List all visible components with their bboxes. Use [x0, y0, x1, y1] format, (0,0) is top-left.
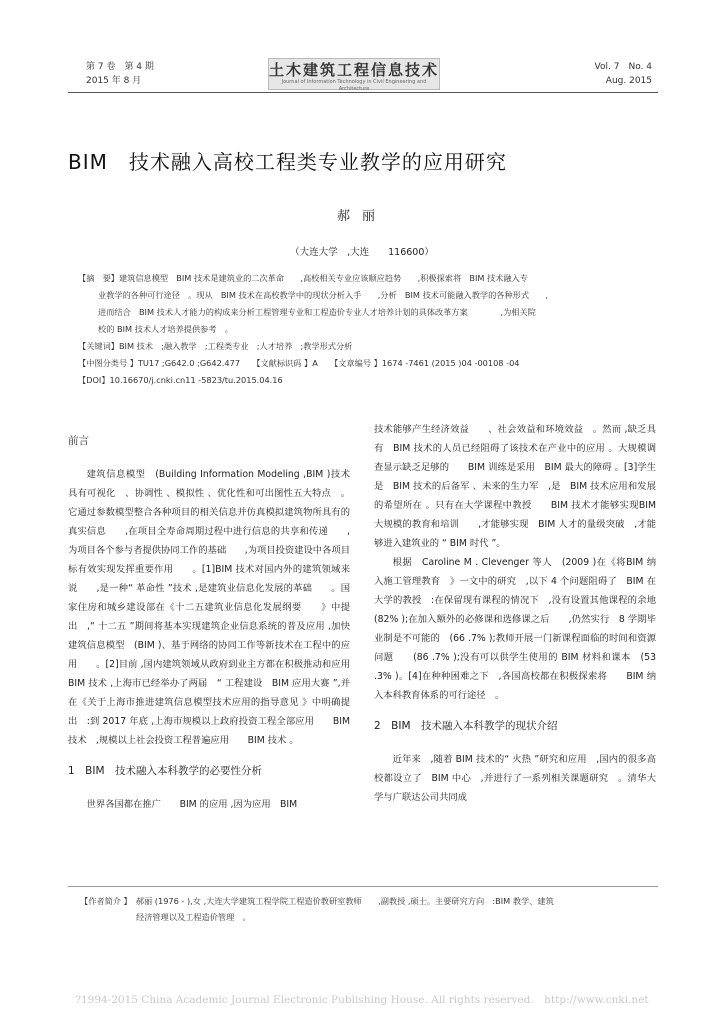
journal-title-cn: 土木建筑工程信息技术: [269, 61, 440, 79]
body-paragraph: 建筑信息模型 (Building Information Modeling ,BIM )技术具有可视化 、协调性 、模拟性 、优化性和可出图性五大特点 。它通过参数模型整合各种项目的相关信息并仿真模拟建筑物所具有的真实信息 ,在项目全寿命周期过程中进行信息的共享和传递 ,为项目各个参与者提供协同工作的基础 ,为项目投资建设中各项目标有效实现发挥重要作用 。[1]BIM 技术对国内外的建筑领域来说 ,是一种“ 革命性 ”技术 ,是建筑业信息化发展的革础 。国家住房和城乡建设部在《十二五建筑业信息化发展纲要 》中提出 ,“ 十二五 ”期间将基本实现建筑企业信息系统的普及应用 ,加快建筑信息模型 (BIM )、基于网络的协同工作等新技术在工程中的应用 。[2]目前 ,国内建筑领域从政府到业主方都在积极推动和应用 BIM 技术 ,上海市已经举办了两届 “ 工程建设 BIM 应用大赛 ”,并在《关于上海市推进建筑信息模型技术应用的指导意见 》中明确提出 :到 2017 年底 ,上海市规模以上政府投资工程全部应用 BIM 技术 ,规模以上社会投资工程普遍应用 BIM 技术 。: [68, 469, 369, 746]
section-heading: 前言: [68, 435, 89, 447]
footnote-rule: [68, 886, 658, 887]
abstract-line: 【DOI】10.16670/j.cnki.cn11 -5823/tu.2015.04.16: [78, 375, 283, 385]
paper-title: BIM 技术融入高校工程类专业教学的应用研究: [68, 150, 507, 174]
volume-issue-cn: 第 7 卷 第 4 期: [86, 62, 154, 72]
date-cn: 2015 年 8 月: [86, 76, 142, 86]
watermark: ?1994-2015 China Academic Journal Electronic Publishing House. All rights reserved. http://www.cnki.net: [75, 994, 649, 1006]
abstract-line: 校的 BIM 技术人才培养提供参考 。: [98, 324, 233, 334]
body-paragraph: 技术能够产生经济效益 、社会效益和环境效益 。然而 ,缺乏具有 BIM 技术的人员已经阻碍了该技术在产业中的应用 。大规模调查显示缺乏足够的 BIM 训练是采用 BIM 最大的障碍 。[3]学生是 BIM 技术的后备军 、未来的生力军 ,是 BIM 技术应用和发展的希望所在 。只有在大学课程中教授 BIM 技术才能够实现BIM 大规模的教育和培训 ,才能够实现 BIM 人才的量级突破 ,才能够进入建筑业的 “ BIM 时代 ”。: [374, 424, 656, 549]
affiliation: （大连大学 ,大连 116600）: [290, 247, 434, 258]
section-heading: 2 BIM 技术融入本科教学的现状介绍: [374, 720, 558, 732]
author-note-line: 经济管理以及工程造价管理 。: [136, 912, 251, 922]
abstract-line: 【摘 要】建筑信息模型 BIM 技术是建筑业的二次革命 ,高校相关专业应该顺应趋势 ,积极探索将 BIM 技术融入专: [78, 273, 528, 283]
author-note: [80, 893, 660, 925]
issue-info-cn: [86, 60, 154, 88]
author-note-line: 【作者简介 】 郝丽 (1976 - ),女 ,大连大学建筑工程学院工程造价教研室教师 ,副教授 ,硕士。主要研究方向 :BIM 教学、建筑: [80, 896, 554, 906]
abstract-line: 业教学的各种可行途径 。现从 BIM 技术在高校教学中的现状分析入手 ,分析 BIM 技术可能融入教学的各种形式 ,: [98, 290, 548, 300]
left-column: [68, 420, 369, 814]
date-en: Aug. 2015: [605, 76, 652, 86]
journal-logo: [268, 58, 440, 90]
journal-title-en: Journal of Information Technology in Civil Engineering and Architecture: [281, 79, 427, 92]
body-paragraph: 世界各国都在推广 BIM 的应用 ,因为应用 BIM: [86, 799, 298, 810]
section-heading: 1 BIM 技术融入本科教学的必要性分析: [68, 765, 263, 777]
header-rule: [68, 92, 658, 93]
right-column: [374, 420, 675, 807]
body-paragraph: 根据 Caroline M . Clevenger 等人 (2009 )在《将BIM 纳入施工管理教育 》一文中的研究 ,以下 4 个问题阻碍了 BIM 在大学的教授 :在保留现有课程的情况下 ,没有设置其他课程的余地 (82% );在加入额外的必修课和选修课之后 ,仍然实行 8 学期毕业制是不可能的 (66 .7% );教师开展一门新课程面临的时间和资源问题 (86 .7% );没有可以供学生使用的 BIM 材料和课本 (53 .3% )。[4]在种种困难之下 ,各国高校都在积极探索将 BIM 纳入本科教育体系的可行途径 。: [374, 557, 675, 701]
abstract-line: 【中图分类号 】TU17 ;G642.0 ;G642.477 【文献标识码 】A 【文章编号 】1674 -7461 (2015 )04 -00108 -04: [78, 358, 520, 368]
body-paragraph: 近年来 ,随着 BIM 技术的“ 火热 ”研究和应用 ,国内的很多高校都设立了 BIM 中心 ,并进行了一系列相关课题研究 。清华大学与广联达公司共同成: [374, 754, 656, 803]
abstract-line: 进而结合 BIM 技术人才能力的构成来分析工程管理专业和工程造价专业人才培养计划的具体改革方案 ,为相关院: [98, 307, 536, 317]
issue-info-en: [595, 60, 652, 88]
author-name: 郝丽: [336, 209, 387, 224]
volume-issue-en: Vol. 7 No. 4: [594, 62, 652, 72]
abstract-block: [78, 270, 648, 389]
abstract-line: 【关键词】BIM 技术 ;融入教学 ;工程类专业 ;人才培养 ;教学形式分析: [78, 341, 353, 351]
